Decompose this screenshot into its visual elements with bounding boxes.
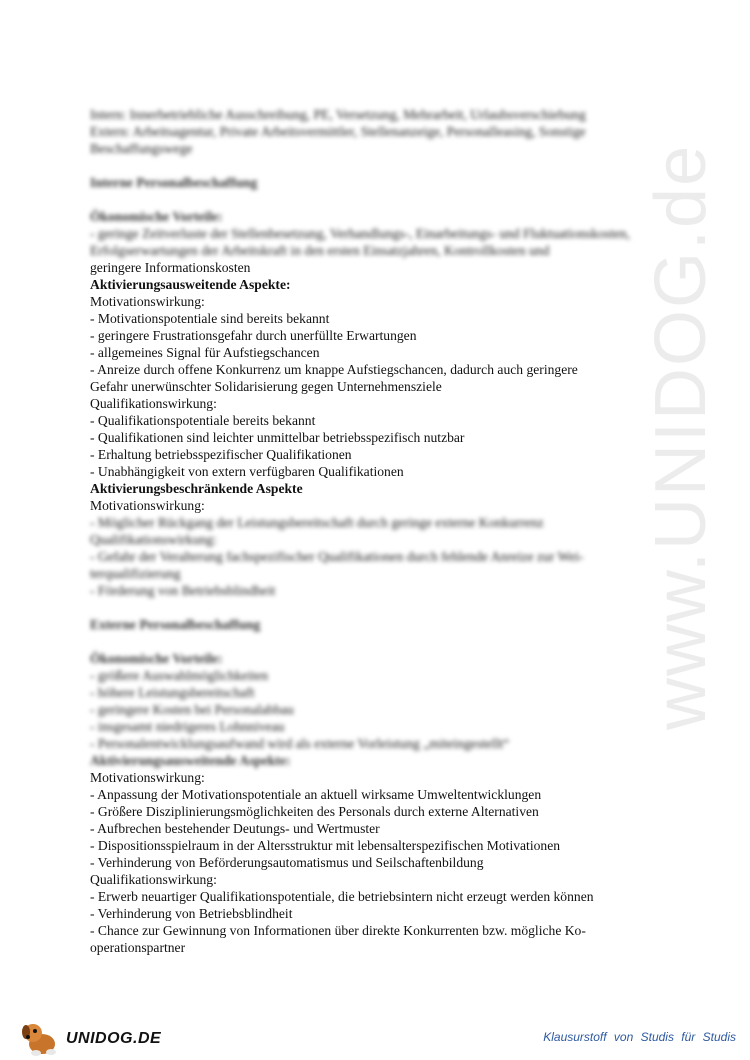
list-item: - Größere Disziplinierungsmöglichkeiten des Personals durch externe Alternativen bbox=[90, 804, 539, 819]
section-title-interne: Interne Personalbeschaffung bbox=[90, 175, 258, 190]
blurred-line: - insgesamt niedrigeres Lohnniveau bbox=[90, 719, 285, 734]
label-qualifikationswirkung: Qualifikationswirkung: bbox=[90, 396, 217, 411]
interne-oek-vorteile-text: - geringe Zeitverluste der Stellenbesetzung, Verhandlungs-, Einarbeitungs- und Fluktuationskosten, Erfolgserwartungen der Arbeitskraft in den ersten Einsatzjahren, Kontrollkosten und bbox=[90, 226, 630, 258]
list-item: - Motivationspotentiale sind bereits bekannt bbox=[90, 311, 330, 326]
intro-intern: Intern: Innerbetriebliche Ausschreibung, PE, Versetzung, Mehrarbeit, Urlaubsverschiebung bbox=[90, 107, 586, 122]
heading-aktivierungsausweitend-ext: Aktivierungsausweitende Aspekte: bbox=[90, 753, 291, 768]
document-body bbox=[90, 106, 655, 956]
logo-text: UNIDOG.DE bbox=[66, 1030, 162, 1047]
blurred-line: - geringere Kosten bei Personalabbau bbox=[90, 702, 294, 717]
list-item: - Unabhängigkeit von extern verfügbaren Qualifikationen bbox=[90, 464, 404, 479]
list-item: - Verhinderung von Beförderungsautomatismus und Seilschaftenbildung bbox=[90, 855, 484, 870]
blurred-line: terqualifizierung bbox=[90, 566, 181, 581]
watermark-text: www.UNIDOG.de bbox=[641, 143, 721, 730]
label-qualifikationswirkung: Qualifikationswirkung: bbox=[90, 872, 217, 887]
list-item: - Erwerb neuartiger Qualifikationspotentiale, die betriebsintern nicht erzeugt werden können bbox=[90, 889, 594, 904]
label-motivationswirkung: Motivationswirkung: bbox=[90, 294, 205, 309]
footer-tagline: Klausurstoff von Studis für Studis bbox=[543, 1030, 736, 1044]
list-item: - Dispositionsspielraum in der Altersstruktur mit lebensalterspezifischen Motivationen bbox=[90, 838, 561, 853]
list-item: - Anreize durch offene Konkurrenz um knappe Aufstiegschancen, dadurch auch geringere bbox=[90, 362, 578, 377]
section-title-externe: Externe Personalbeschaffung bbox=[90, 617, 261, 632]
subheading-oekonomische-vorteile: Ökonomische Vorteile: bbox=[90, 209, 223, 224]
blurred-line: - höhere Leistungsbereitschaft bbox=[90, 685, 255, 700]
dog-icon bbox=[18, 1018, 64, 1058]
list-item: - geringere Frustrationsgefahr durch unerfüllte Erwartungen bbox=[90, 328, 417, 343]
list-item: - allgemeines Signal für Aufstiegschancen bbox=[90, 345, 320, 360]
subheading-oekonomische-vorteile: Ökonomische Vorteile: bbox=[90, 651, 223, 666]
list-item: - Aufbrechen bestehender Deutungs- und Wertmuster bbox=[90, 821, 380, 836]
label-motivationswirkung: Motivationswirkung: bbox=[90, 770, 205, 785]
interne-oek-vorteile-cont: geringere Informationskosten bbox=[90, 260, 251, 275]
blurred-line: - Förderung von Betriebsblindheit bbox=[90, 583, 276, 598]
blurred-line: - Gefahr der Veralterung fachspezifischer Qualifikationen durch fehlende Anreize zur Wei- bbox=[90, 549, 584, 564]
blurred-line: - größere Auswahlmöglichkeiten bbox=[90, 668, 269, 683]
blurred-line: - Personalentwicklungsaufwand wird als externe Vorleistung „miteingestellt“ bbox=[90, 736, 510, 751]
list-item: - Qualifikationen sind leichter unmittelbar betriebsspezifisch nutzbar bbox=[90, 430, 465, 445]
list-item-cont: operationspartner bbox=[90, 940, 186, 955]
list-item: - Chance zur Gewinnung von Informationen über direkte Konkurrenten bzw. mögliche Ko- bbox=[90, 923, 586, 938]
list-item: - Anpassung der Motivationspotentiale an aktuell wirksame Umweltentwicklungen bbox=[90, 787, 542, 802]
unidog-logo[interactable] bbox=[18, 1018, 162, 1058]
heading-aktivierungsbeschraenkend: Aktivierungsbeschränkende Aspekte bbox=[90, 481, 303, 496]
list-item-cont: Gefahr unerwünschter Solidarisierung gegen Unternehmensziele bbox=[90, 379, 442, 394]
blurred-line: Qualifikationswirkung: bbox=[90, 532, 217, 547]
list-item: - Qualifikationspotentiale bereits bekannt bbox=[90, 413, 316, 428]
list-item: - Erhaltung betriebsspezifischer Qualifikationen bbox=[90, 447, 352, 462]
label-motivationswirkung: Motivationswirkung: bbox=[90, 498, 205, 513]
list-item: - Verhinderung von Betriebsblindheit bbox=[90, 906, 293, 921]
intro-extern: Extern: Arbeitsagentur, Private Arbeitsvermittler, Stellenanzeige, Personalleasing, Sonstige Beschaffungswege bbox=[90, 124, 586, 156]
heading-aktivierungsausweitend: Aktivierungsausweitende Aspekte: bbox=[90, 277, 291, 292]
blurred-line: - Möglicher Rückgang der Leistungsbereitschaft durch geringe externe Konkurrenz bbox=[90, 515, 544, 530]
